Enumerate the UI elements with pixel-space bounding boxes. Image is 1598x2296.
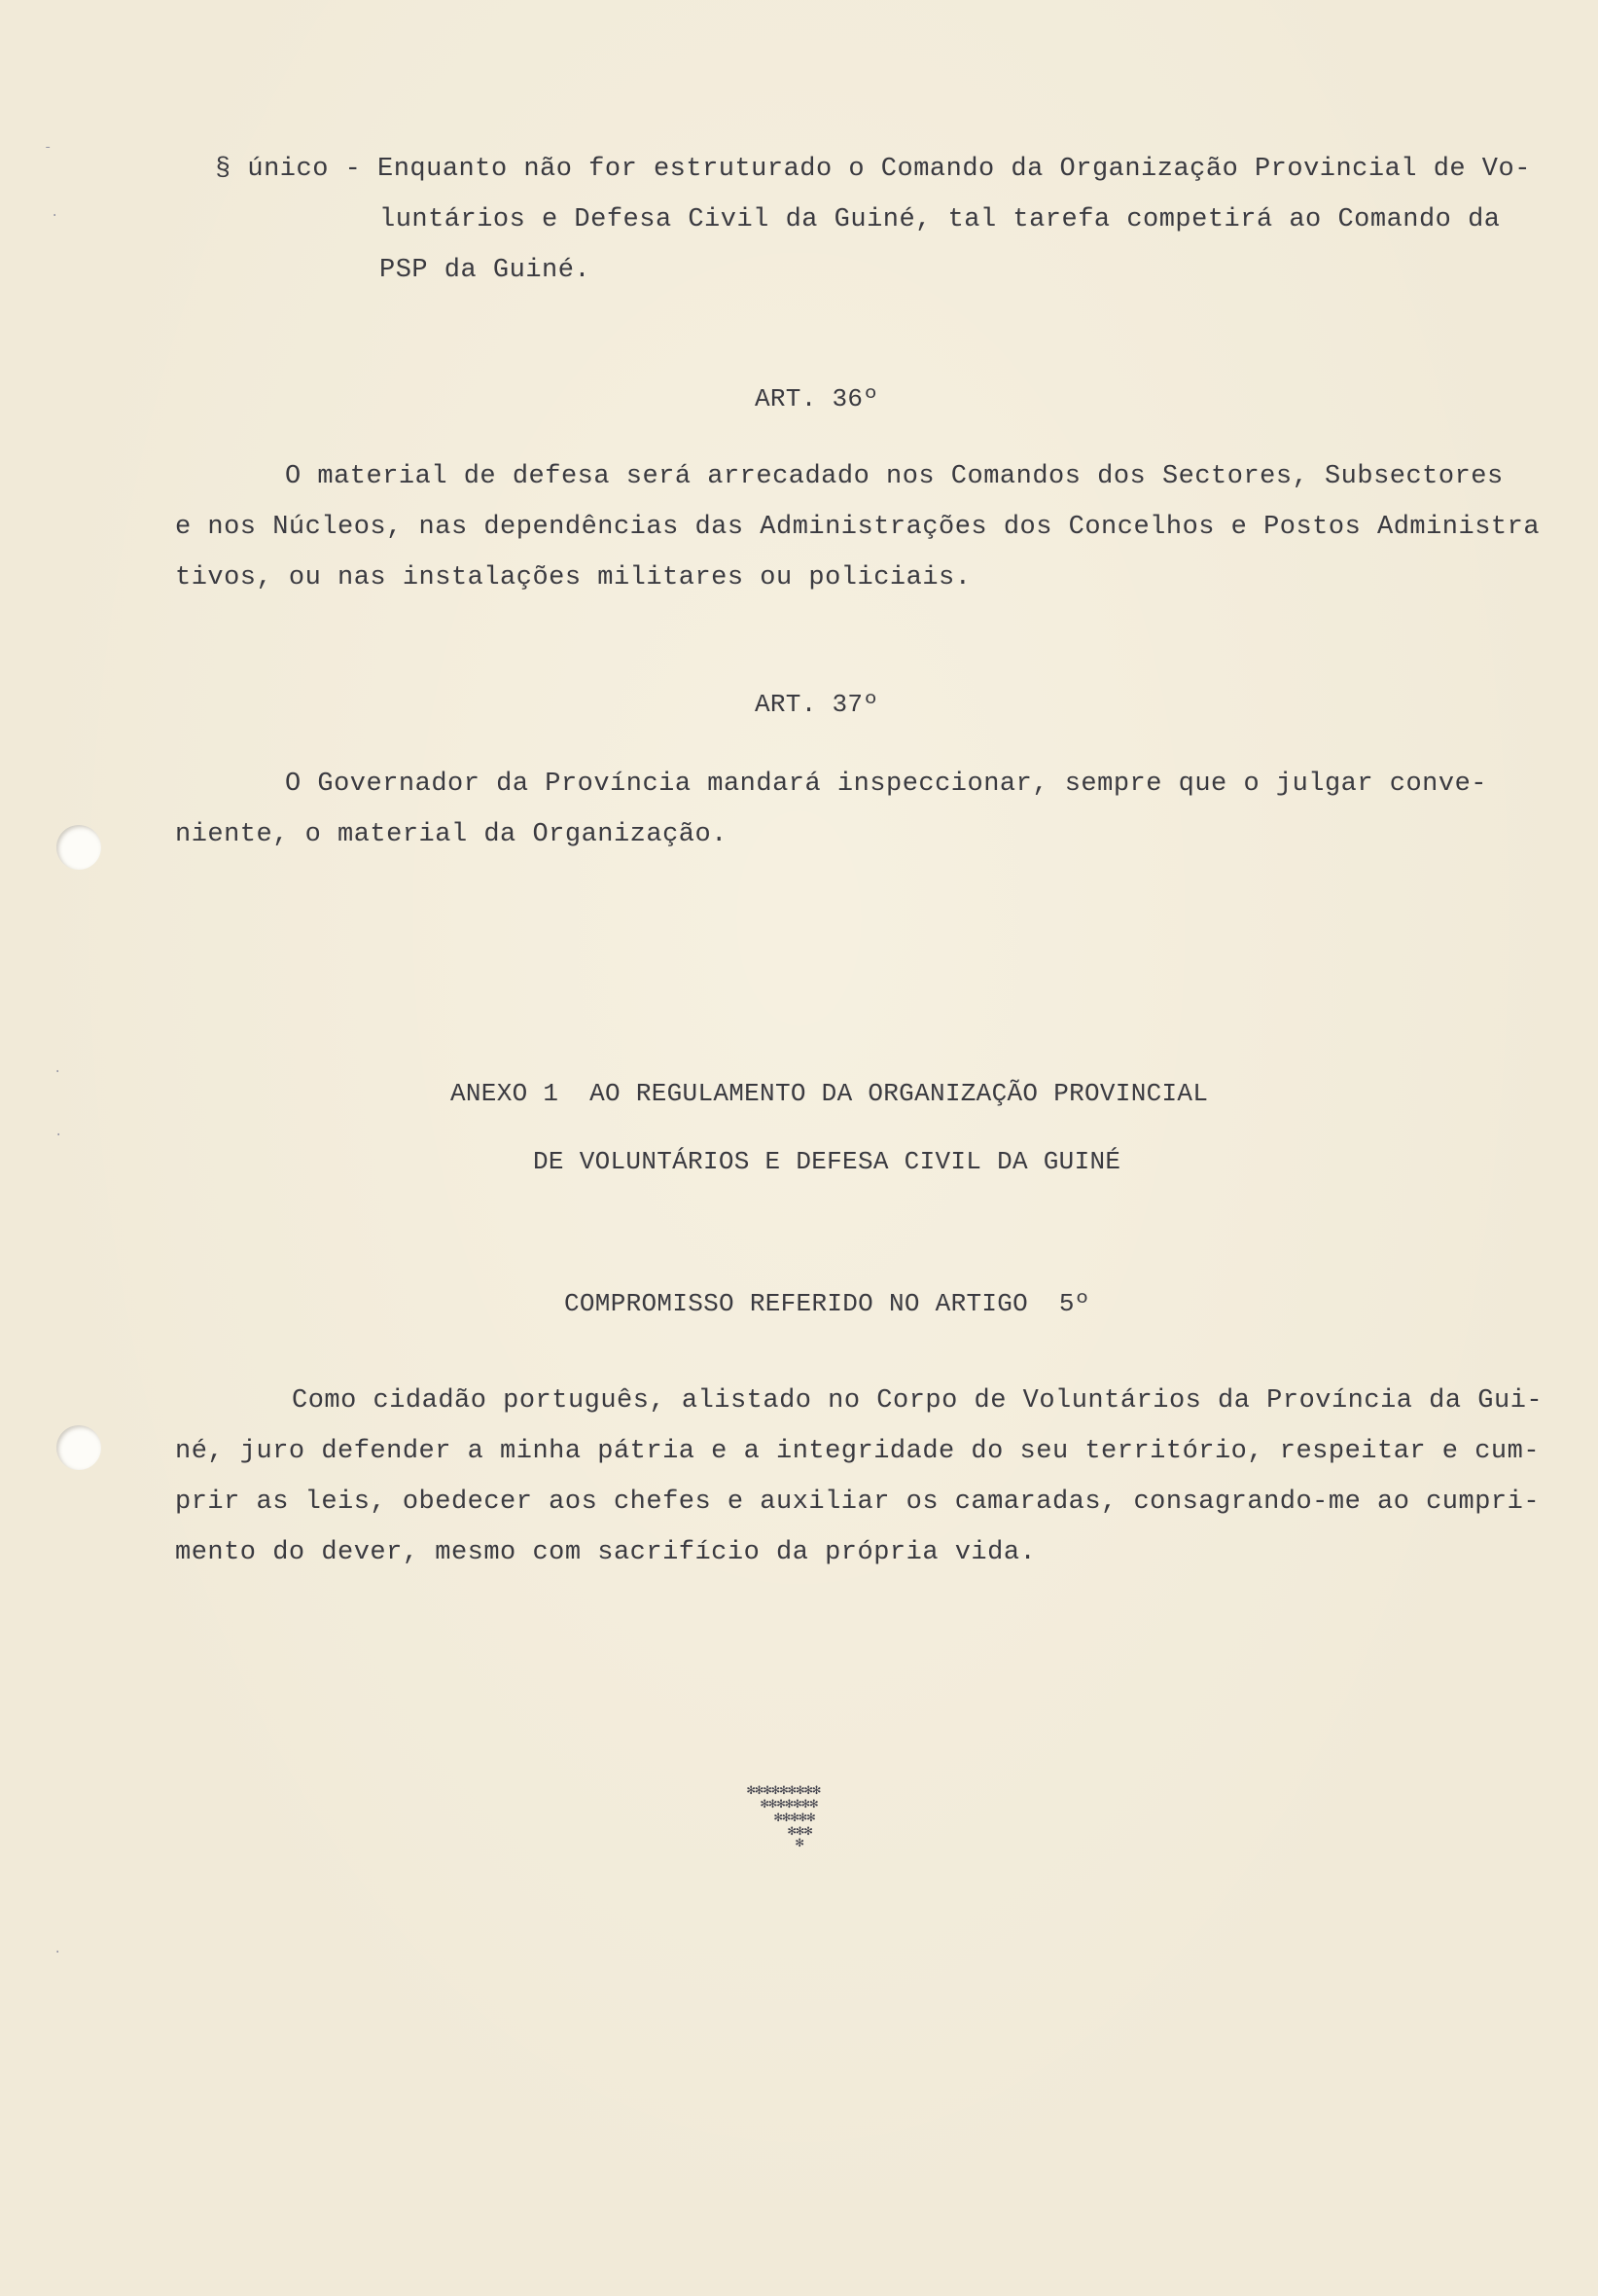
punch-hole-upper [56,825,101,870]
unico-line-3: PSP da Guiné. [379,256,591,285]
margin-speck: · [53,1945,62,1960]
svg-text:✻: ✻ [796,1836,804,1850]
annex-title-line-1: ANEXO 1 AO REGULAMENTO DA ORGANIZAÇÃO PROVINCIAL [450,1079,1209,1108]
svg-text:✻✻✻✻✻✻✻: ✻✻✻✻✻✻✻ [761,1797,819,1812]
art36-heading: ART. 36º [755,384,879,413]
annex-line-3: prir as leis, obedecer aos chefes e auxiliar os camaradas, consagrando-me ao cumpri- [175,1488,1541,1517]
annex-line-4: mento do dever, mesmo com sacrifício da própria vida. [175,1538,1037,1567]
annex-subtitle: COMPROMISSO REFERIDO NO ARTIGO 5º [564,1289,1090,1318]
svg-text:✻✻✻: ✻✻✻ [788,1824,813,1840]
art37-heading: ART. 37º [755,690,879,719]
svg-text:✻✻✻✻✻: ✻✻✻✻✻ [774,1811,816,1826]
art36-line-1: O material de defesa será arrecadado nos Comandos dos Sectores, Subsectores [285,462,1504,491]
annex-title-line-2: DE VOLUNTÁRIOS E DEFESA CIVIL DA GUINÉ [533,1147,1121,1176]
art36-line-3: tivos, ou nas instalações militares ou policiais. [175,563,972,592]
unico-line-2: luntários e Defesa Civil da Guiné, tal tarefa competirá ao Comando da [379,205,1501,234]
margin-speck: · [53,1064,62,1080]
margin-speck: · [54,1128,63,1143]
art37-line-1: O Governador da Província mandará inspeccionar, sempre que o julgar conve- [285,770,1487,799]
typed-ornament-icon [747,1782,864,1850]
unico-line-1: § único - Enquanto não for estruturado o Comando da Organização Provincial de Vo- [215,155,1531,184]
annex-line-2: né, juro defender a minha pátria e a integridade do seu território, respeitar e cum- [175,1437,1541,1466]
punch-hole-lower [56,1425,101,1470]
annex-line-1: Como cidadão português, alistado no Corpo de Voluntários da Província da Gui- [292,1386,1544,1416]
margin-speck: · [51,208,59,224]
art37-line-2: niente, o material da Organização. [175,820,728,849]
art36-line-2: e nos Núcleos, nas dependências das Administrações dos Concelhos e Postos Administra [175,513,1541,542]
svg-text:✻✻✻✻✻✻✻✻✻: ✻✻✻✻✻✻✻✻✻ [747,1783,821,1799]
margin-speck: - [44,140,53,156]
